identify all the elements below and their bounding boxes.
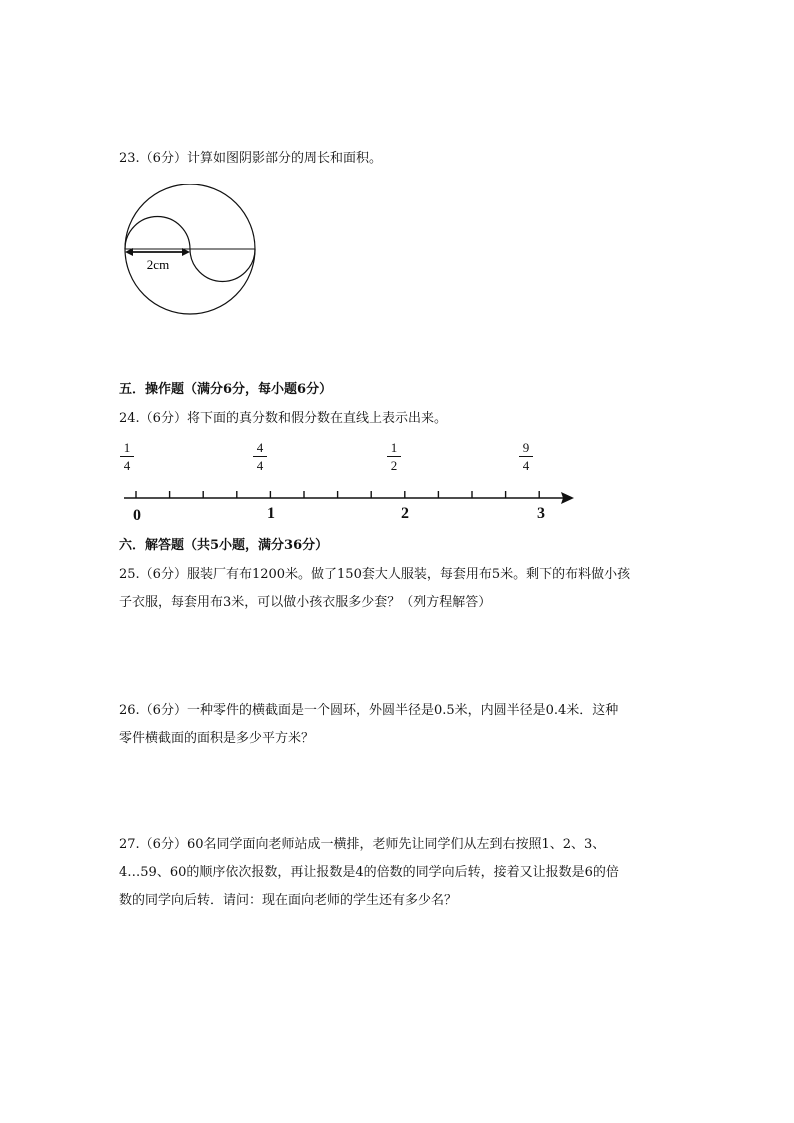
fraction-denominator: 4 xyxy=(123,458,131,473)
fraction-bar xyxy=(120,456,134,457)
section-5-title: 五．操作题（满分6分，每小题6分） xyxy=(119,382,333,397)
circle-figure xyxy=(118,184,262,316)
section-6-title: 六．解答题（共5小题，满分36分） xyxy=(119,538,329,553)
axis-label-1: 1 xyxy=(267,505,275,522)
fraction-denominator: 2 xyxy=(390,458,398,473)
fraction-denominator: 4 xyxy=(522,458,530,473)
fraction-one-half xyxy=(384,440,404,473)
lower-semicircle xyxy=(190,249,255,281)
question-25-line-2: 子衣服，每套用布3米，可以做小孩衣服多少套？（列方程解答） xyxy=(119,595,492,610)
fraction-four-quarters xyxy=(250,440,270,473)
radius-label: 2cm xyxy=(146,257,170,272)
question-27-line-1: 27.（6分）60名同学面向老师站成一横排，老师先让同学们从左到右按照1、2、3、 xyxy=(119,837,606,852)
axis-label-2: 2 xyxy=(401,505,409,522)
question-26-line-2: 零件横截面的面积是多少平方米？ xyxy=(119,731,315,746)
fraction-denominator: 4 xyxy=(256,458,264,473)
question-23-text: 23.（6分）计算如图阴影部分的周长和面积。 xyxy=(119,151,382,166)
question-24-text: 24.（6分）将下面的真分数和假分数在直线上表示出来。 xyxy=(119,411,447,426)
fraction-bar xyxy=(519,456,533,457)
fraction-numerator: 4 xyxy=(256,440,264,455)
question-26-line-1: 26.（6分）一种零件的横截面是一个圆环，外圆半径是0.5米，内圆半径是0.4米．这种 xyxy=(119,703,619,718)
fraction-nine-quarters xyxy=(516,440,536,473)
question-27-line-2: 4…59、60的顺序依次报数，再让报数是4的倍数的同学向后转，接着又让报数是6的倍 xyxy=(119,865,619,880)
fraction-one-quarter xyxy=(117,440,137,473)
number-line-ticks xyxy=(136,491,539,498)
fraction-numerator: 9 xyxy=(522,440,530,455)
fraction-numerator: 1 xyxy=(390,440,398,455)
question-27-line-3: 数的同学向后转．请问：现在面向老师的学生还有多少名？ xyxy=(119,893,458,908)
question-25-line-1: 25.（6分）服装厂有布1200米。做了150套大人服装，每套用布5米。剩下的布料做小孩 xyxy=(119,567,631,582)
fraction-bar xyxy=(253,456,267,457)
axis-label-0: 0 xyxy=(133,507,141,524)
fraction-bar xyxy=(387,456,401,457)
upper-semicircle xyxy=(125,217,190,250)
fraction-numerator: 1 xyxy=(123,440,131,455)
axis-label-3: 3 xyxy=(537,505,545,522)
number-line xyxy=(120,486,580,510)
